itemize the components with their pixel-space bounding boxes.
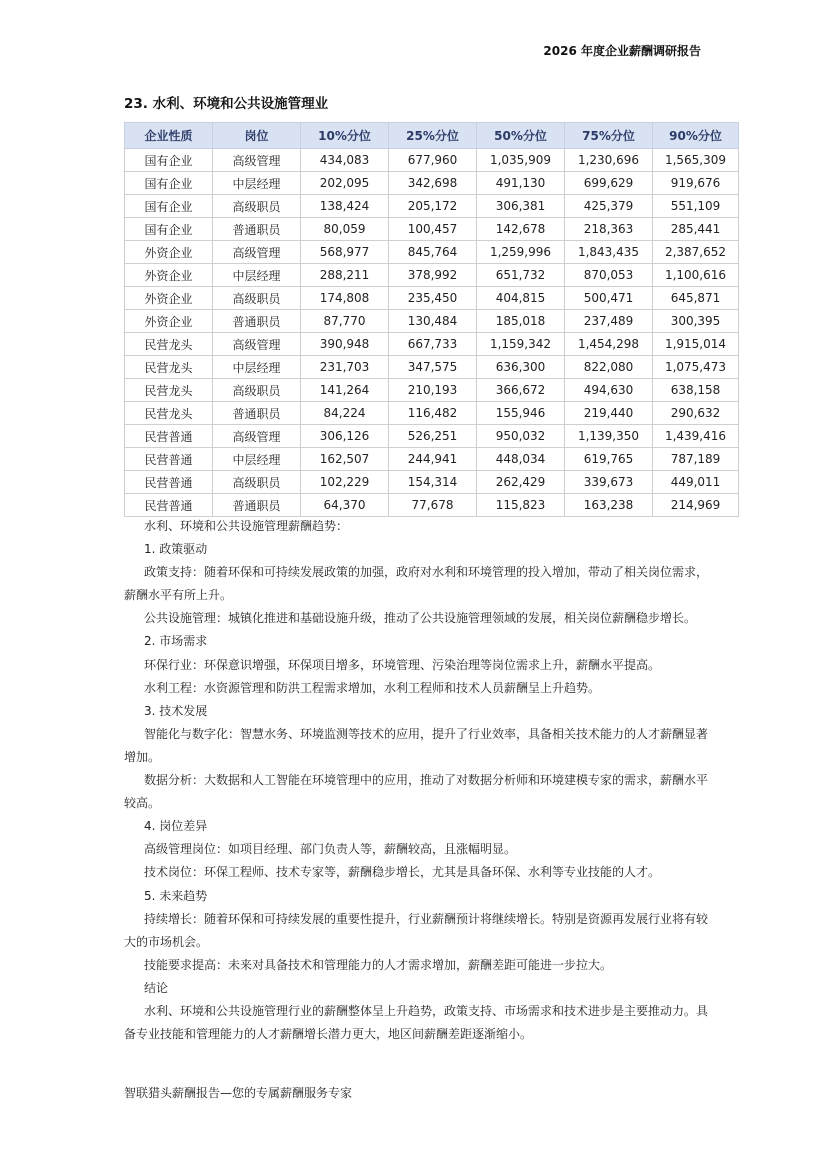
table-cell: 中层经理	[213, 172, 301, 195]
table-cell: 130,484	[389, 310, 477, 333]
paragraph: 环保行业：环保意识增强，环保项目增多，环境管理、污染治理等岗位需求上升，薪酬水平提高。	[144, 657, 661, 672]
salary-table-header	[125, 123, 739, 149]
paragraph: 技术岗位：环保工程师、技术专家等，薪酬稳步增长，尤其是具备环保、水利等专业技能的人才。	[144, 865, 661, 880]
table-row	[125, 241, 739, 264]
table-cell: 民营普通	[125, 494, 213, 517]
table-cell: 237,489	[565, 310, 653, 333]
table-cell: 1,565,309	[653, 149, 739, 172]
table-cell: 919,676	[653, 172, 739, 195]
report-header-title: 2026 年度企业薪酬调研报告	[543, 44, 701, 58]
table-row	[125, 310, 739, 333]
salary-table	[124, 122, 739, 517]
table-cell: 高级职员	[213, 379, 301, 402]
table-cell: 231,703	[301, 356, 389, 379]
table-cell: 155,946	[477, 402, 565, 425]
table-cell: 677,960	[389, 149, 477, 172]
table-cell: 434,083	[301, 149, 389, 172]
table-cell: 306,126	[301, 425, 389, 448]
table-cell: 300,395	[653, 310, 739, 333]
table-row	[125, 195, 739, 218]
column-header: 50%分位	[477, 123, 565, 149]
table-cell: 174,808	[301, 287, 389, 310]
table-cell: 102,229	[301, 471, 389, 494]
table-cell: 404,815	[477, 287, 565, 310]
table-row	[125, 264, 739, 287]
table-row	[125, 333, 739, 356]
table-cell: 115,823	[477, 494, 565, 517]
column-header: 岗位	[213, 123, 301, 149]
column-header: 10%分位	[301, 123, 389, 149]
table-cell: 500,471	[565, 287, 653, 310]
table-cell: 87,770	[301, 310, 389, 333]
table-cell: 高级职员	[213, 471, 301, 494]
table-cell: 651,732	[477, 264, 565, 287]
table-cell: 244,941	[389, 448, 477, 471]
table-row	[125, 494, 739, 517]
column-header: 75%分位	[565, 123, 653, 149]
table-cell: 218,363	[565, 218, 653, 241]
column-header: 企业性质	[125, 123, 213, 149]
table-cell: 高级管理	[213, 425, 301, 448]
table-cell: 民营龙头	[125, 333, 213, 356]
table-cell: 国有企业	[125, 218, 213, 241]
table-cell: 306,381	[477, 195, 565, 218]
table-cell: 外资企业	[125, 310, 213, 333]
table-cell: 526,251	[389, 425, 477, 448]
table-cell: 645,871	[653, 287, 739, 310]
table-cell: 235,450	[389, 287, 477, 310]
table-row	[125, 172, 739, 195]
table-cell: 425,379	[565, 195, 653, 218]
paragraph: 技能要求提高：未来对具备技术和管理能力的人才需求增加，薪酬差距可能进一步拉大。	[144, 957, 613, 972]
paragraph: 水利工程：水资源管理和防洪工程需求增加，水利工程师和技术人员薪酬呈上升趋势。	[144, 680, 601, 695]
table-cell: 80,059	[301, 218, 389, 241]
table-cell: 568,977	[301, 241, 389, 264]
table-row	[125, 448, 739, 471]
table-row	[125, 402, 739, 425]
table-cell: 民营龙头	[125, 402, 213, 425]
table-cell: 普通职员	[213, 494, 301, 517]
trend-analysis-text	[124, 515, 710, 1046]
table-row	[125, 471, 739, 494]
paragraph: 3. 技术发展	[144, 703, 208, 718]
table-cell: 285,441	[653, 218, 739, 241]
table-cell: 1,259,996	[477, 241, 565, 264]
table-cell: 高级管理	[213, 149, 301, 172]
column-header: 25%分位	[389, 123, 477, 149]
table-cell: 高级管理	[213, 241, 301, 264]
table-cell: 378,992	[389, 264, 477, 287]
table-cell: 262,429	[477, 471, 565, 494]
table-cell: 普通职员	[213, 310, 301, 333]
paragraph: 水利、环境和公共设施管理行业的薪酬整体呈上升趋势，政策支持、市场需求和技术进步是主要推动力。具备专业技能和管理能力的人才薪酬增长潜力更大，地区间薪酬差距逐渐缩小。	[124, 1003, 709, 1042]
table-cell: 高级职员	[213, 287, 301, 310]
table-cell: 205,172	[389, 195, 477, 218]
paragraph: 政策支持：随着环保和可持续发展政策的加强，政府对水利和环境管理的投入增加，带动了相关岗位需求，薪酬水平有所上升。	[124, 565, 709, 603]
table-cell: 870,053	[565, 264, 653, 287]
paragraph: 持续增长：随着环保和可持续发展的重要性提升，行业薪酬预计将继续增长。特别是资源再发展行业将有较大的市场机会。	[124, 911, 709, 949]
table-cell: 民营普通	[125, 448, 213, 471]
table-cell: 342,698	[389, 172, 477, 195]
table-row	[125, 218, 739, 241]
table-cell: 619,765	[565, 448, 653, 471]
table-cell: 民营普通	[125, 471, 213, 494]
footer-slogan: 智联猎头薪酬报告—您的专属薪酬服务专家	[124, 1086, 353, 1100]
table-cell: 国有企业	[125, 149, 213, 172]
paragraph: 5. 未来趋势	[144, 888, 208, 903]
table-cell: 288,211	[301, 264, 389, 287]
table-cell: 185,018	[477, 310, 565, 333]
table-cell: 1,915,014	[653, 333, 739, 356]
paragraph: 公共设施管理：城镇化推进和基础设施升级，推动了公共设施管理领域的发展，相关岗位薪酬稳步增长。	[144, 611, 697, 626]
table-cell: 787,189	[653, 448, 739, 471]
table-cell: 中层经理	[213, 356, 301, 379]
table-cell: 219,440	[565, 402, 653, 425]
table-cell: 普通职员	[213, 402, 301, 425]
table-cell: 100,457	[389, 218, 477, 241]
paragraph: 水利、环境和公共设施管理薪酬趋势：	[144, 519, 349, 533]
table-cell: 64,370	[301, 494, 389, 517]
table-row	[125, 379, 739, 402]
table-row	[125, 425, 739, 448]
table-cell: 外资企业	[125, 241, 213, 264]
table-cell: 1,100,616	[653, 264, 739, 287]
section-title: 23. 水利、环境和公共设施管理业	[124, 96, 329, 112]
table-cell: 202,095	[301, 172, 389, 195]
table-cell: 141,264	[301, 379, 389, 402]
table-cell: 154,314	[389, 471, 477, 494]
table-cell: 1,035,909	[477, 149, 565, 172]
table-cell: 民营普通	[125, 425, 213, 448]
table-cell: 449,011	[653, 471, 739, 494]
table-cell: 138,424	[301, 195, 389, 218]
table-cell: 外资企业	[125, 287, 213, 310]
table-cell: 366,672	[477, 379, 565, 402]
table-cell: 1,230,696	[565, 149, 653, 172]
table-row	[125, 356, 739, 379]
table-header-row	[125, 123, 739, 149]
table-cell: 77,678	[389, 494, 477, 517]
table-cell: 491,130	[477, 172, 565, 195]
table-cell: 845,764	[389, 241, 477, 264]
table-cell: 667,733	[389, 333, 477, 356]
table-cell: 214,969	[653, 494, 739, 517]
table-cell: 116,482	[389, 402, 477, 425]
table-cell: 142,678	[477, 218, 565, 241]
table-cell: 普通职员	[213, 218, 301, 241]
table-cell: 1,075,473	[653, 356, 739, 379]
table-cell: 290,632	[653, 402, 739, 425]
table-cell: 162,507	[301, 448, 389, 471]
table-cell: 390,948	[301, 333, 389, 356]
table-cell: 494,630	[565, 379, 653, 402]
table-cell: 民营龙头	[125, 379, 213, 402]
table-cell: 163,238	[565, 494, 653, 517]
table-cell: 1,139,350	[565, 425, 653, 448]
paragraph: 高级管理岗位：如项目经理、部门负责人等，薪酬较高，且涨幅明显。	[144, 842, 517, 857]
table-cell: 699,629	[565, 172, 653, 195]
table-cell: 347,575	[389, 356, 477, 379]
table-cell: 2,387,652	[653, 241, 739, 264]
paragraph: 2. 市场需求	[144, 634, 208, 649]
table-cell: 950,032	[477, 425, 565, 448]
table-cell: 中层经理	[213, 448, 301, 471]
table-cell: 民营龙头	[125, 356, 213, 379]
table-cell: 中层经理	[213, 264, 301, 287]
table-cell: 636,300	[477, 356, 565, 379]
table-cell: 外资企业	[125, 264, 213, 287]
table-cell: 高级职员	[213, 195, 301, 218]
paragraph: 1. 政策驱动	[144, 542, 208, 557]
table-cell: 国有企业	[125, 195, 213, 218]
table-cell: 1,454,298	[565, 333, 653, 356]
column-header: 90%分位	[653, 123, 739, 149]
table-row	[125, 149, 739, 172]
paragraph: 数据分析：大数据和人工智能在环境管理中的应用，推动了对数据分析师和环境建模专家的需求，薪酬水平较高。	[124, 773, 709, 811]
paragraph: 结论	[144, 980, 169, 995]
table-cell: 822,080	[565, 356, 653, 379]
table-cell: 高级管理	[213, 333, 301, 356]
table-cell: 1,159,342	[477, 333, 565, 356]
table-cell: 国有企业	[125, 172, 213, 195]
salary-table-body	[125, 149, 739, 517]
table-cell: 448,034	[477, 448, 565, 471]
table-cell: 551,109	[653, 195, 739, 218]
table-cell: 84,224	[301, 402, 389, 425]
table-cell: 1,439,416	[653, 425, 739, 448]
table-row	[125, 287, 739, 310]
table-cell: 1,843,435	[565, 241, 653, 264]
paragraph: 智能化与数字化：智慧水务、环境监测等技术的应用，提升了行业效率，具备相关技术能力的人才薪酬显著增加。	[124, 726, 709, 764]
table-cell: 210,193	[389, 379, 477, 402]
table-cell: 339,673	[565, 471, 653, 494]
paragraph: 4. 岗位差异	[144, 819, 208, 834]
table-cell: 638,158	[653, 379, 739, 402]
